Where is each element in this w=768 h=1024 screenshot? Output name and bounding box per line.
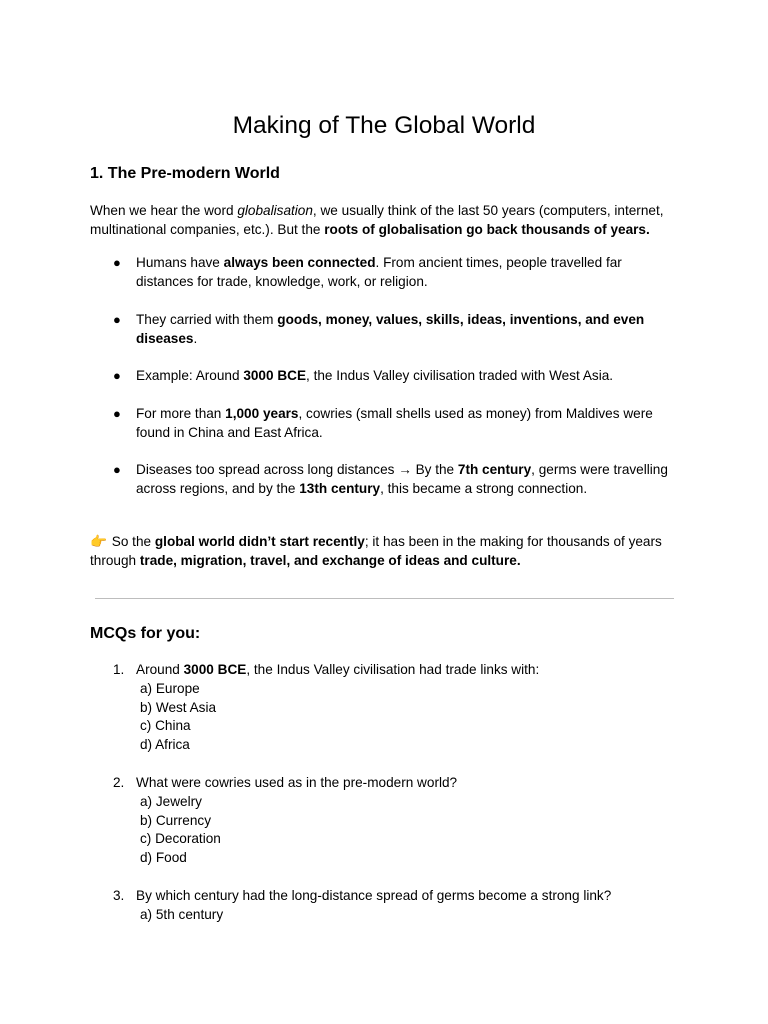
bullet-dot: ● — [113, 406, 121, 421]
answer-option: a) Europe — [140, 681, 200, 696]
bullet-dot: ● — [113, 312, 121, 327]
intro-line-1: When we hear the word globalisation, we usually think of the last 50 years (computers, internet, — [90, 203, 664, 218]
question-text: What were cowries used as in the pre-modern world? — [136, 775, 458, 790]
bullet-item: ● For more than 1,000 years, cowries (small shells used as money) from Maldives were found in China and East Africa. — [113, 406, 653, 440]
question-text: Around 3000 BCE, the Indus Valley civilisation had trade links with: — [136, 662, 540, 677]
question-text: By which century had the long-distance spread of germs become a strong link? — [136, 888, 612, 903]
question-number: 1. — [113, 662, 125, 677]
answer-option: c) China — [140, 718, 191, 733]
section-heading: 1. The Pre-modern World — [90, 165, 280, 182]
answer-option: d) Food — [140, 850, 187, 865]
bullet-dot: ● — [113, 462, 121, 477]
conclusion-paragraph: 👉 So the global world didn’t start recently; it has been in the making for thousands of years through trade, migration, travel, and exchange of ideas and culture. — [90, 534, 662, 568]
intro-paragraph — [90, 201, 690, 239]
answer-option: b) West Asia — [140, 700, 217, 715]
answer-option: a) Jewelry — [140, 794, 202, 809]
answer-option: b) Currency — [140, 813, 212, 828]
question-number: 2. — [113, 775, 125, 790]
mcq-question — [0, 660, 768, 760]
question-number: 3. — [113, 888, 125, 903]
answer-option: c) Decoration — [140, 831, 221, 846]
bullet-dot: ● — [113, 368, 121, 383]
bullet-item: ● They carried with them goods, money, values, skills, ideas, inventions, and even diseases. — [113, 312, 645, 346]
answer-option: a) 5th century — [140, 907, 224, 922]
mcq-question — [0, 886, 768, 931]
bullet-dot: ● — [113, 255, 121, 270]
mcq-question — [0, 773, 768, 873]
divider — [95, 598, 674, 599]
bullet-item: ● Example: Around 3000 BCE, the Indus Valley civilisation traded with West Asia. — [113, 368, 614, 383]
pointing-hand-icon: 👉 — [90, 534, 107, 549]
mcq-heading: MCQs for you: — [90, 625, 201, 642]
bullet-item: ● Humans have always been connected. From ancient times, people travelled far distances for trade, knowledge, work, or religion. — [113, 255, 622, 289]
bullet-item: ● Diseases too spread across long distances → By the 7th century, germs were travelling across regions, and by the 13th century, this became a strong connection. — [113, 462, 668, 496]
answer-option: d) Africa — [140, 737, 190, 752]
page-title: Making of The Global World — [232, 112, 536, 139]
intro-line-2: multinational companies, etc.). But the roots of globalisation go back thousands of years. — [90, 222, 650, 237]
